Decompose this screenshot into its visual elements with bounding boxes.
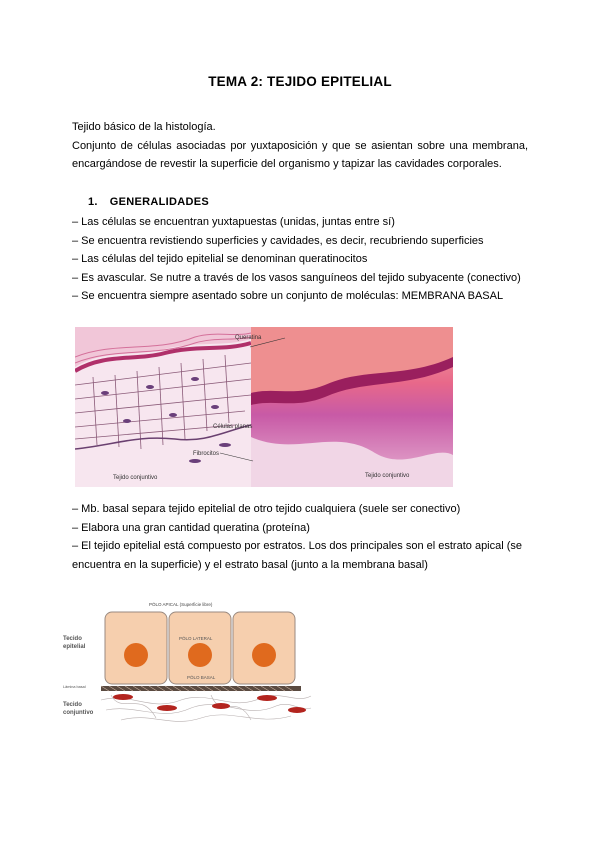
cell-row <box>105 612 295 684</box>
bullet-item: – Es avascular. Se nutre a través de los vasos sanguíneos del tejido subyacente (conectivo) <box>72 271 521 284</box>
bullet-item: – Elabora una gran cantidad queratina (proteína) <box>72 521 310 534</box>
bullet-item: – Se encuentra siempre asentado sobre un conjunto de moléculas: MEMBRANA BASAL <box>72 290 504 302</box>
section-number: 1. <box>88 196 98 208</box>
label-tecido-epitelial-1: Tecido <box>63 636 82 642</box>
cell-nucleus <box>188 643 212 667</box>
label-polo-apical: PÓLO APICAL (Superficie libre) <box>149 602 213 607</box>
label-lamina-basal: Lâmina basal <box>63 685 86 689</box>
label-queratina: Queratina <box>235 335 262 341</box>
bullet-item: – Las células se encuentran yuxtapuestas (unidas, juntas entre sí) <box>72 216 395 228</box>
section-title: GENERALIDADES <box>109 196 210 208</box>
label-polo-lateral: PÓLO LATERAL <box>179 636 213 641</box>
bullet-item: – Se encuentra revistiendo superficies y cavidades, es decir, recubriendo superficies <box>72 234 484 247</box>
label-fibrocitos: Fibrocitos <box>193 451 220 457</box>
intro-paragraph <box>72 118 528 174</box>
label-tecido-conjuntivo-2: conjuntivo <box>63 710 94 716</box>
bullet-list-2 <box>72 500 528 574</box>
label-celulas-planas: Células planas <box>213 424 253 430</box>
intro-line-1: Tejido básico de la histología. <box>72 121 216 133</box>
epithelial-cell-diagram <box>61 600 314 728</box>
label-tejido-conjuntivo-right: Tejido conjuntivo <box>365 473 410 479</box>
section-heading <box>88 196 209 208</box>
page-title: TEMA 2: TEJIDO EPITELIAL <box>208 74 392 89</box>
label-polo-basal: PÓLO BASAL <box>187 675 216 680</box>
label-tecido-conjuntivo-1: Tecido <box>63 702 82 708</box>
epithelium-histology-figure <box>75 327 453 487</box>
bullet-item: – Las células del tejido epitelial se denominan queratinocitos <box>72 253 368 265</box>
bullet-item: – El tejido epitelial está compuesto por estratos. Los dos principales son el estrato apical (se encuentra en la superficie) y el estrato basal (junto a la membrana basal) <box>72 540 523 571</box>
intro-line-2: Conjunto de células asociadas por yuxtaposición y que se asientan sobre una membrana, encargándose de revestir la superficie del organismo y tapizar las cavidades corporales. <box>72 139 528 170</box>
cell-nucleus <box>124 643 148 667</box>
label-tecido-epitelial-2: epitelial <box>63 644 86 650</box>
label-tejido-conjuntivo-left: Tejido conjuntivo <box>113 475 158 481</box>
bullet-item: – Mb. basal separa tejido epitelial de otro tejido cualquiera (suele ser conectivo) <box>72 503 461 515</box>
cell-nucleus <box>252 643 276 667</box>
bullet-list <box>72 213 528 306</box>
